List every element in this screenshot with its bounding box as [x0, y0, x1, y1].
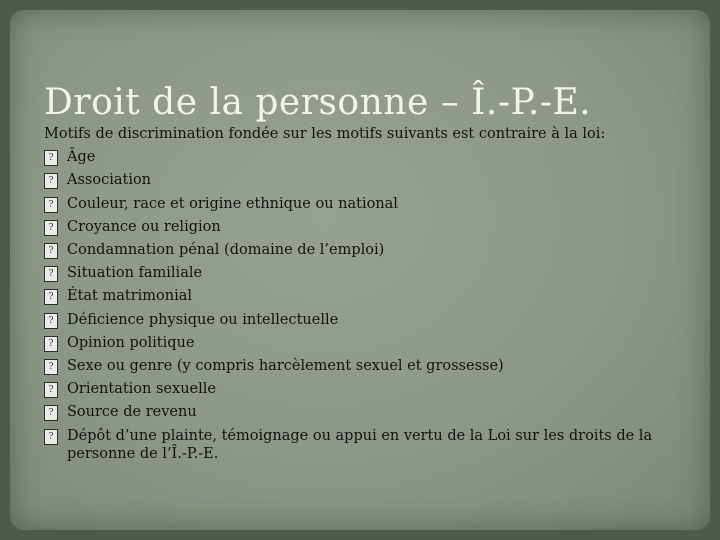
list-item-text: Opinion politique [67, 334, 195, 351]
list-item-text: Dépôt d’une plainte, témoignage ou appui en vertu de la Loi sur les droits de la personne de l’Î.-P.-E. [67, 427, 653, 462]
list-item [44, 169, 694, 192]
bullet-icon: ? [44, 405, 58, 421]
bullet-icon: ? [44, 336, 58, 352]
list-item-text: Situation familiale [67, 265, 203, 282]
bullet-icon: ? [44, 429, 58, 445]
bullet-icon: ? [44, 313, 58, 329]
list-item [44, 309, 694, 332]
list-item [44, 378, 694, 401]
list-item [44, 401, 694, 424]
list-item-text: Couleur, race et origine ethnique ou national [67, 195, 398, 212]
list-item [44, 355, 694, 378]
list-item-text: Sexe ou genre (y compris harcèlement sexuel et grossesse) [67, 358, 504, 375]
list-item [44, 216, 694, 239]
slide-content [44, 123, 694, 463]
list-item [44, 146, 694, 169]
list-item-text: Condamnation pénal (domaine de l’emploi) [67, 242, 385, 259]
bullet-icon: ? [44, 173, 58, 189]
grounds-list [44, 146, 694, 462]
list-item [44, 332, 694, 355]
list-item-text: Déficience physique ou intellectuelle [67, 311, 339, 328]
list-item-text: État matrimonial [67, 288, 193, 305]
intro-text: Motifs de discrimination fondée sur les motifs suivants est contraire à la loi: [44, 126, 606, 142]
list-item [44, 262, 694, 285]
list-item [44, 239, 694, 262]
list-item [44, 285, 694, 308]
slide-title: Droit de la personne – Î.-P.-E. [44, 82, 592, 124]
list-item-text: Âge [67, 149, 96, 166]
bullet-icon: ? [44, 266, 58, 282]
list-item [44, 193, 694, 216]
bullet-icon: ? [44, 382, 58, 398]
bullet-icon: ? [44, 289, 58, 305]
bullet-icon: ? [44, 220, 58, 236]
list-item-text: Association [67, 172, 152, 189]
list-item-text: Orientation sexuelle [67, 381, 216, 398]
bullet-icon: ? [44, 243, 58, 259]
bullet-icon: ? [44, 359, 58, 375]
list-item-text: Croyance ou religion [67, 218, 221, 235]
bullet-icon: ? [44, 197, 58, 213]
bullet-icon: ? [44, 150, 58, 166]
list-item-text: Source de revenu [67, 404, 197, 421]
list-item [44, 425, 694, 463]
